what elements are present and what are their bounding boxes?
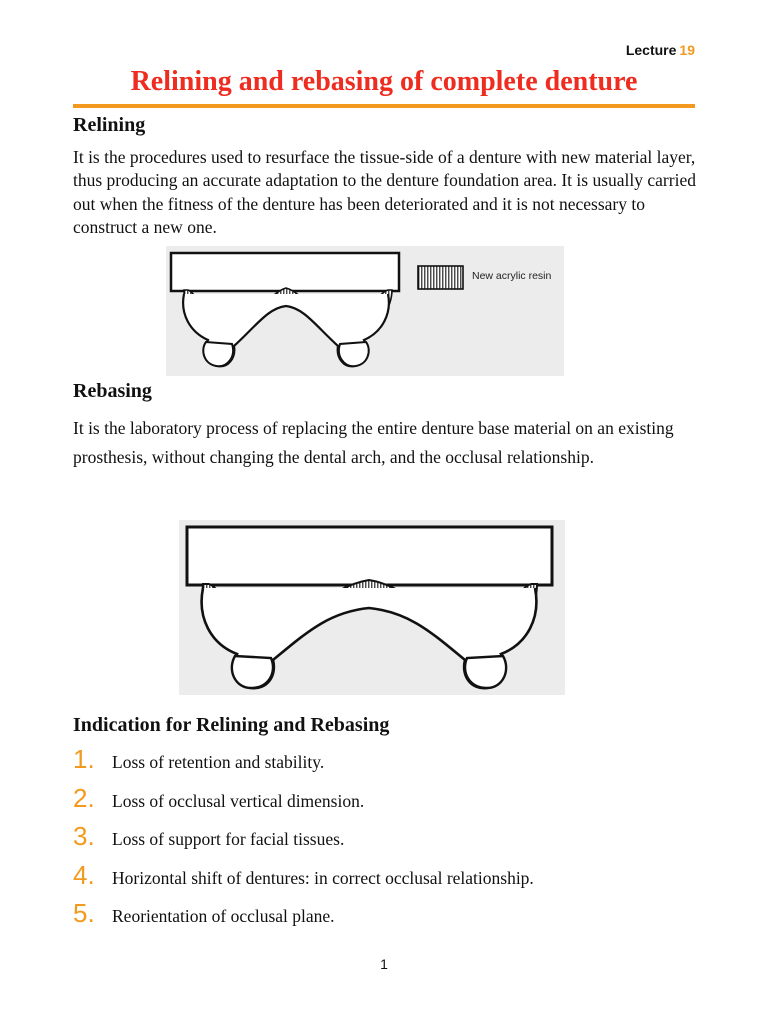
indications-heading: Indication for Relining and Rebasing [73,714,390,736]
list-item [73,821,534,860]
item-number: 2. [73,782,95,813]
relining-diagram [166,246,564,376]
item-text: Horizontal shift of dentures: in correct occlusal relationship. [112,867,534,888]
legend-swatch [418,266,463,289]
rebasing-figure [179,520,565,695]
rebasing-heading: Rebasing [73,380,152,402]
list-item [73,860,534,899]
legend-label: New acrylic resin [472,270,552,282]
relining-heading: Relining [73,114,146,136]
page-number: 1 [380,956,388,972]
rebasing-paragraph: It is the laboratory process of replacing the entire denture base material on an existing prosthesis, without changing the dental arch, and the occlusal relationship. [73,418,674,467]
item-text: Loss of support for facial tissues. [112,829,345,849]
relining-paragraph: It is the procedures used to resurface the tissue-side of a denture with new material layer, thus producing an accurate adaptation to the denture foundation area. It is usually carried out when the fitness of the denture has been deteriorated and it is not necessary to construct a new one. [73,147,696,237]
item-number: 5. [73,898,95,928]
list-item [73,783,534,822]
item-number: 4. [73,859,95,890]
title-underline [73,104,695,108]
rebasing-diagram [179,520,565,695]
item-number: 3. [73,821,95,851]
page-title: Relining and rebasing of complete denture [130,66,638,97]
lecture-label [626,42,695,58]
lecture-number: 19 [679,42,695,58]
list-item [73,898,534,937]
relining-figure [166,246,564,376]
item-text: Reorientation of occlusal plane. [112,906,335,926]
indications-list [73,744,534,937]
item-text: Loss of occlusal vertical dimension. [112,790,365,811]
item-text: Loss of retention and stability. [112,752,325,772]
list-item [73,744,534,783]
lecture-word: Lecture [625,42,677,58]
item-number: 1. [73,744,95,774]
